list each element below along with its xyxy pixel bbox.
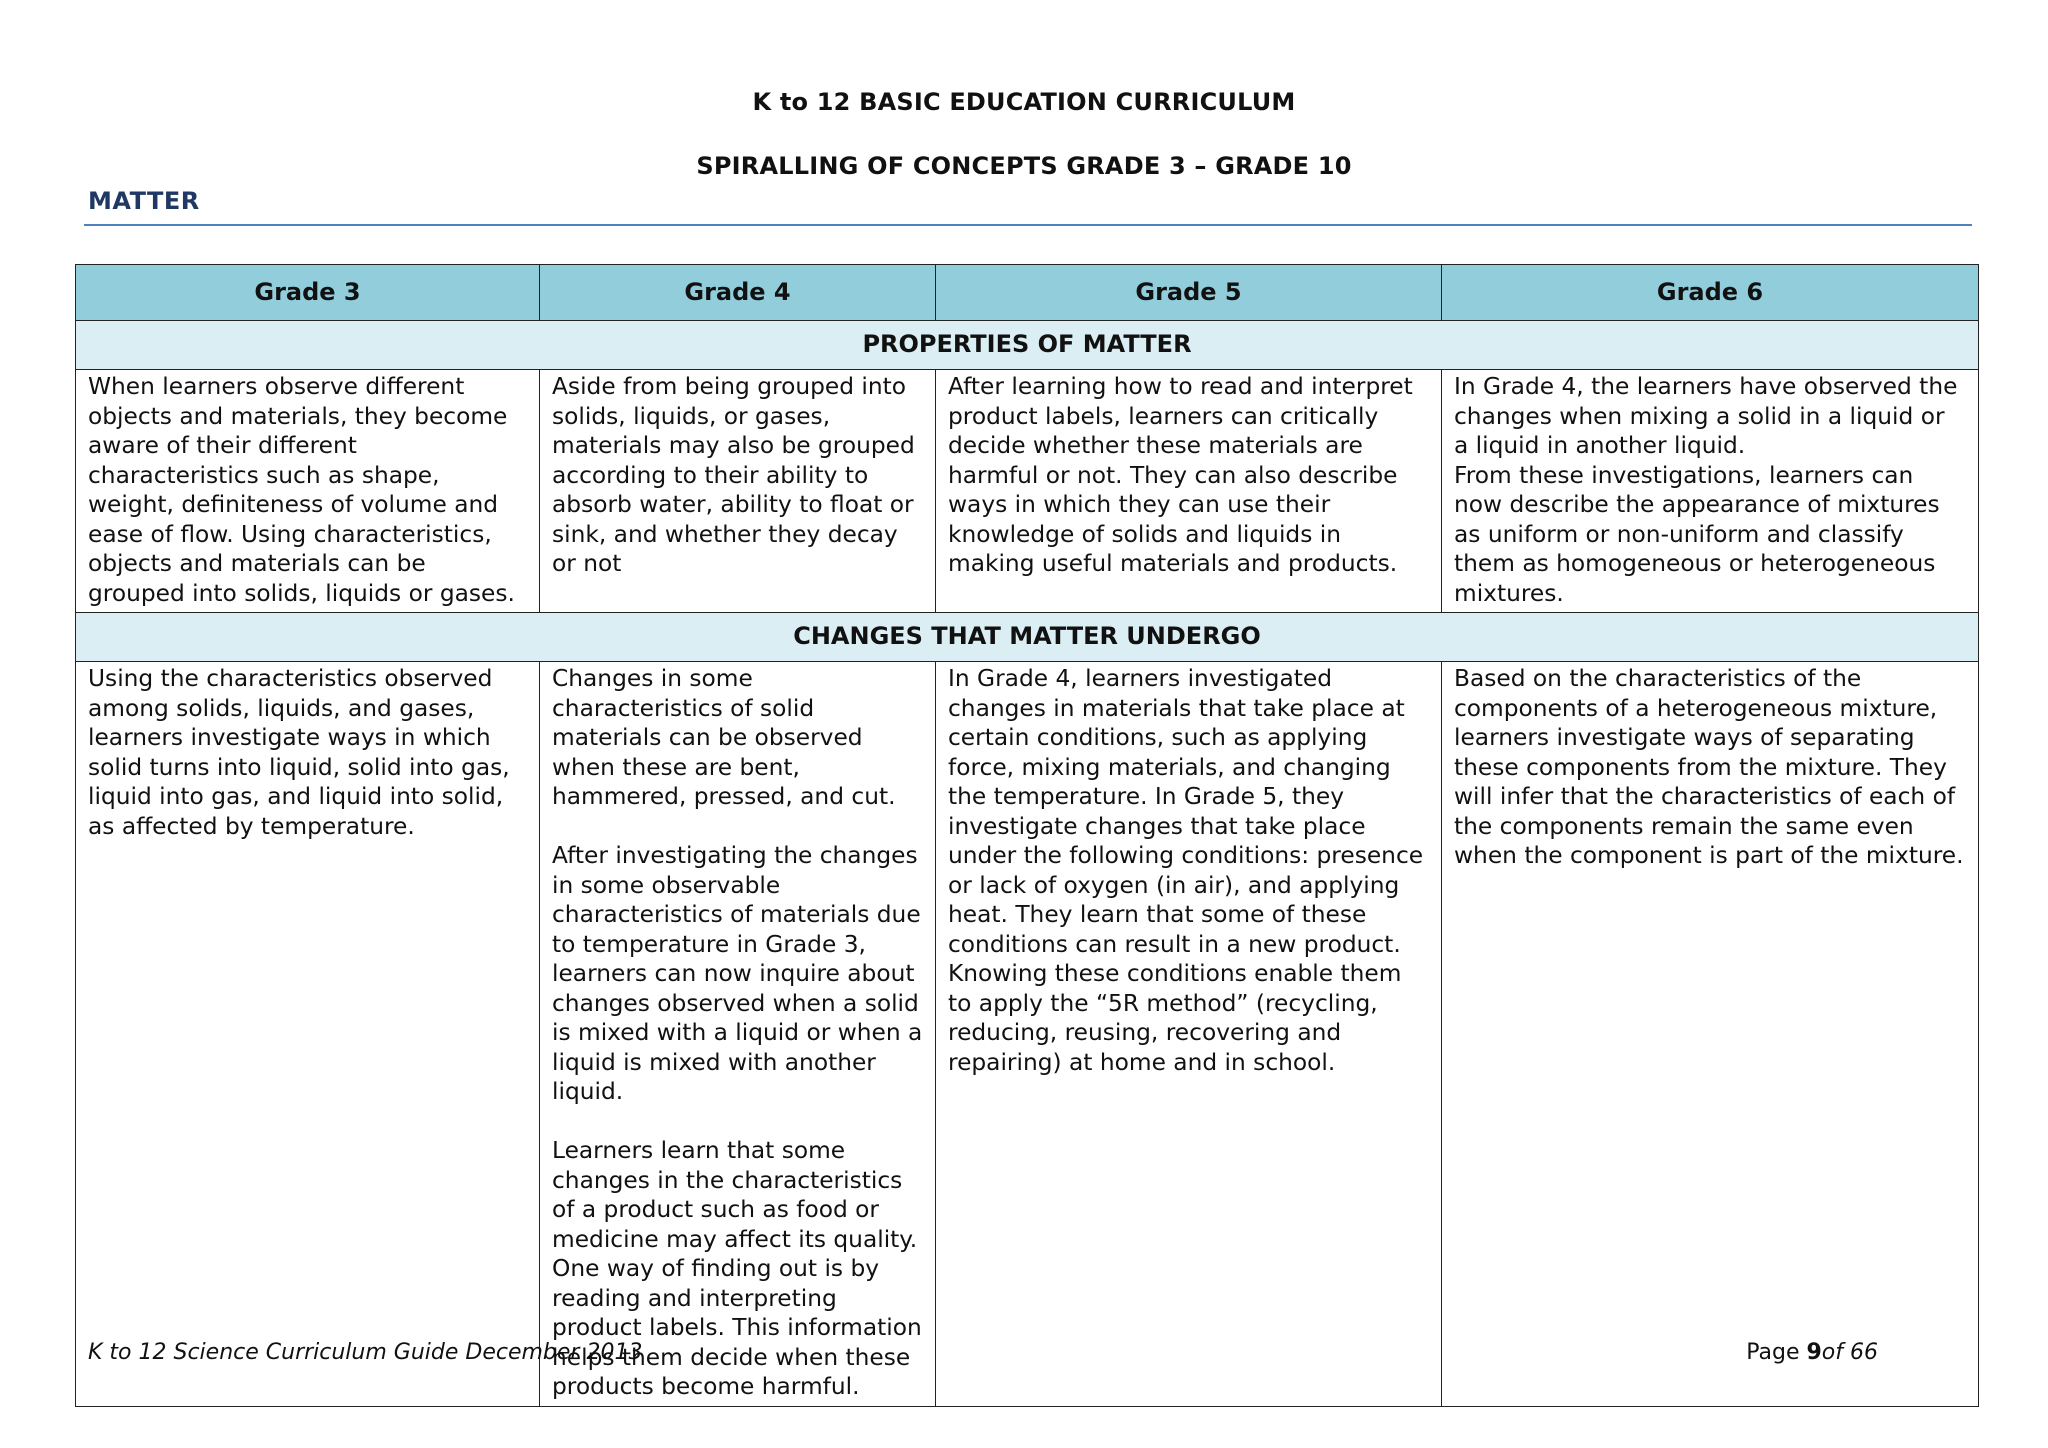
cell-text: After learning how to read and interpret product labels, learners can critically decide whether these materials are harmful or not. They can also describe ways in which they can use their knowledge of solids and liquids in making useful materials and products. <box>948 373 1413 577</box>
footer-guide-title: K to 12 Science Curriculum Guide December 2013 <box>88 1340 643 1365</box>
page-prefix: Page <box>1746 1340 1807 1365</box>
page-number: 9 <box>1806 1340 1822 1365</box>
column-header-grade-4: Grade 4 <box>540 265 936 321</box>
section-row <box>76 321 1979 370</box>
table-cell <box>76 370 540 613</box>
column-header-grade-3: Grade 3 <box>76 265 540 321</box>
table-cell <box>936 370 1442 613</box>
table-cell <box>936 662 1442 1407</box>
section-row <box>76 613 1979 662</box>
cell-text: After investigating the changes in some observable characteristics of materials due to temperature in Grade 3, learners can now inquire about changes observed when a solid is mixed with a liquid or when a liquid is mixed with another liquid. <box>552 842 923 1105</box>
table-row <box>76 370 1979 613</box>
table-cell <box>1442 662 1979 1407</box>
table-cell <box>1442 370 1979 613</box>
cell-text: In Grade 4, the learners have observed the changes when mixing a solid in a liquid or a liquid in another liquid. From these investigations, learners can now describe the appearance of mixtures as uniform or non-uniform and classify them as homogeneous or heterogeneous mixtures. <box>1454 373 1958 607</box>
cell-text: Learners learn that some changes in the characteristics of a product such as food or medicine may affect its quality. One way of finding out is by reading and interpreting product labels. This information helps them decide when these products become harmful. <box>552 1137 922 1400</box>
cell-text: Aside from being grouped into solids, liquids, or gases, materials may also be grouped according to their ability to absorb water, ability to float or sink, and whether they decay or not <box>552 373 915 577</box>
header-rule <box>84 224 1972 226</box>
table-header-row <box>76 265 1979 321</box>
cell-text: Based on the characteristics of the components of a heterogeneous mixture, learners investigate ways of separating these components from the mixture. They will infer that the characteristics of each of the components remain the same even when the component is part of the mixture. <box>1454 665 1964 869</box>
curriculum-table <box>75 264 1979 1407</box>
document-title: K to 12 BASIC EDUCATION CURRICULUM <box>752 88 1296 116</box>
cell-text: In Grade 4, learners investigated changes in materials that take place at certain conditions, such as applying force, mixing materials, and changing the temperature. In Grade 5, they investigate changes that take place under the following conditions: presence or lack of oxygen (in air), and applying heat. They learn that some of these conditions can result in a new product. Knowing these conditions enable them to apply the “5R method” (recycling, reducing, reusing, recovering and repairing) at home and in school. <box>948 665 1424 1076</box>
column-header-grade-6: Grade 6 <box>1442 265 1979 321</box>
cell-text: Changes in some characteristics of solid materials can be observed when these are bent, hammered, pressed, and cut. <box>552 665 896 810</box>
cell-text: Using the characteristics observed among solids, liquids, and gases, learners investigate ways in which solid turns into liquid, solid into gas, liquid into gas, and liquid into solid, as affected by temperature. <box>88 665 510 840</box>
table-cell <box>76 662 540 1407</box>
document-subtitle: SPIRALLING OF CONCEPTS GRADE 3 – GRADE 10 <box>696 152 1352 180</box>
column-header-grade-5: Grade 5 <box>936 265 1442 321</box>
table-cell <box>540 662 936 1407</box>
table-cell <box>540 370 936 613</box>
section-label: MATTER <box>88 187 200 215</box>
page-number-footer <box>1746 1340 1878 1365</box>
section-title-properties: PROPERTIES OF MATTER <box>76 321 1979 370</box>
table-row <box>76 662 1979 1407</box>
page-total: of 66 <box>1821 1340 1878 1365</box>
cell-text: When learners observe different objects and materials, they become aware of their different characteristics such as shape, weight, definiteness of volume and ease of flow. Using characteristics, objects and materials can be grouped into solids, liquids or gases. <box>88 373 515 607</box>
section-title-changes: CHANGES THAT MATTER UNDERGO <box>76 613 1979 662</box>
